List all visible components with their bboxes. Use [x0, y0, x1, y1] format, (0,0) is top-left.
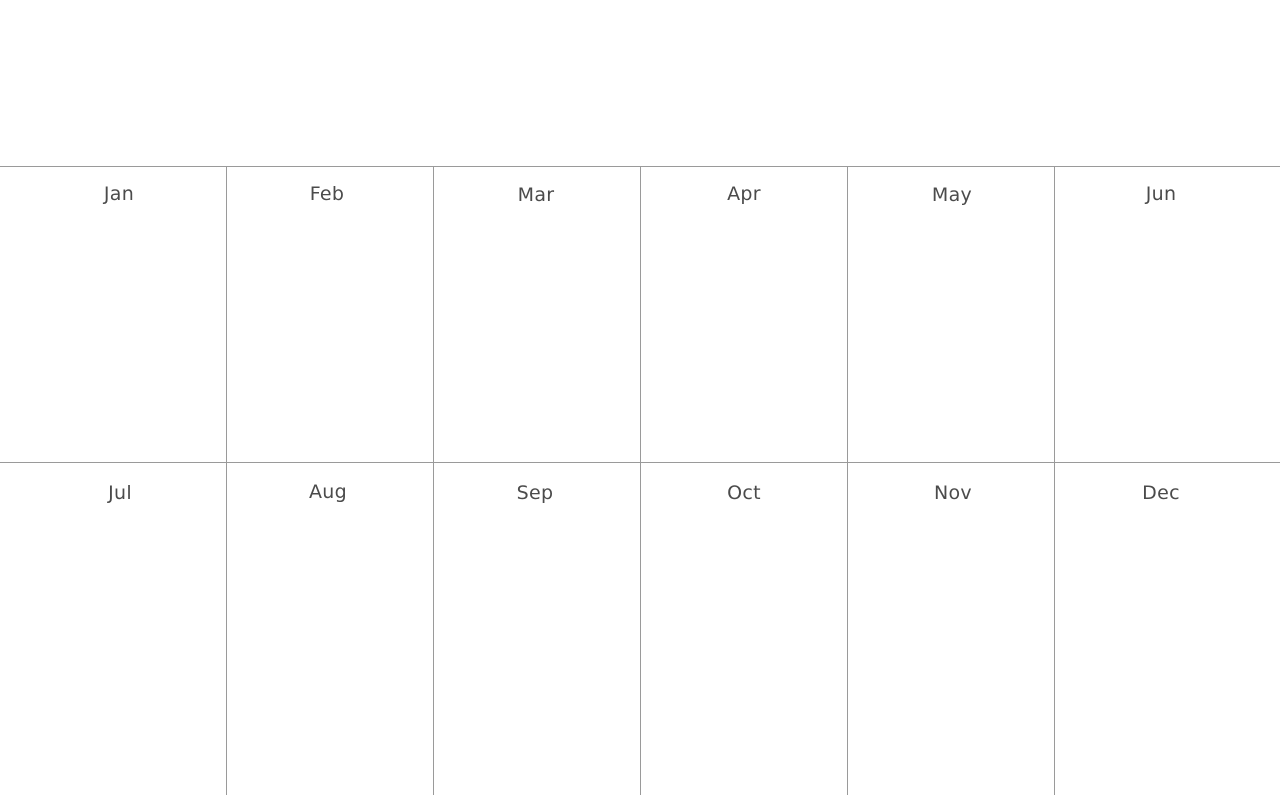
month-label-aug: Aug [308, 481, 347, 503]
month-label-may: May [931, 184, 973, 206]
month-label-apr: Apr [727, 183, 761, 205]
column-divider [847, 462, 848, 795]
month-label-mar: Mar [517, 184, 555, 206]
column-divider [640, 462, 641, 795]
column-divider [1054, 462, 1055, 795]
column-divider [433, 166, 434, 462]
column-divider [226, 462, 227, 795]
month-label-oct: Oct [727, 482, 761, 504]
month-label-dec: Dec [1142, 482, 1180, 504]
month-label-jan: Jan [103, 183, 135, 205]
month-label-feb: Feb [309, 183, 345, 205]
month-label-jun: Jun [1145, 183, 1177, 205]
column-divider [226, 166, 227, 462]
column-divider [433, 462, 434, 795]
month-label-nov: Nov [934, 482, 972, 504]
column-divider [847, 166, 848, 462]
column-divider [1054, 166, 1055, 462]
header-blank-area [0, 0, 1280, 166]
column-divider [640, 166, 641, 462]
month-label-jul: Jul [108, 482, 132, 504]
month-label-sep: Sep [516, 482, 554, 504]
